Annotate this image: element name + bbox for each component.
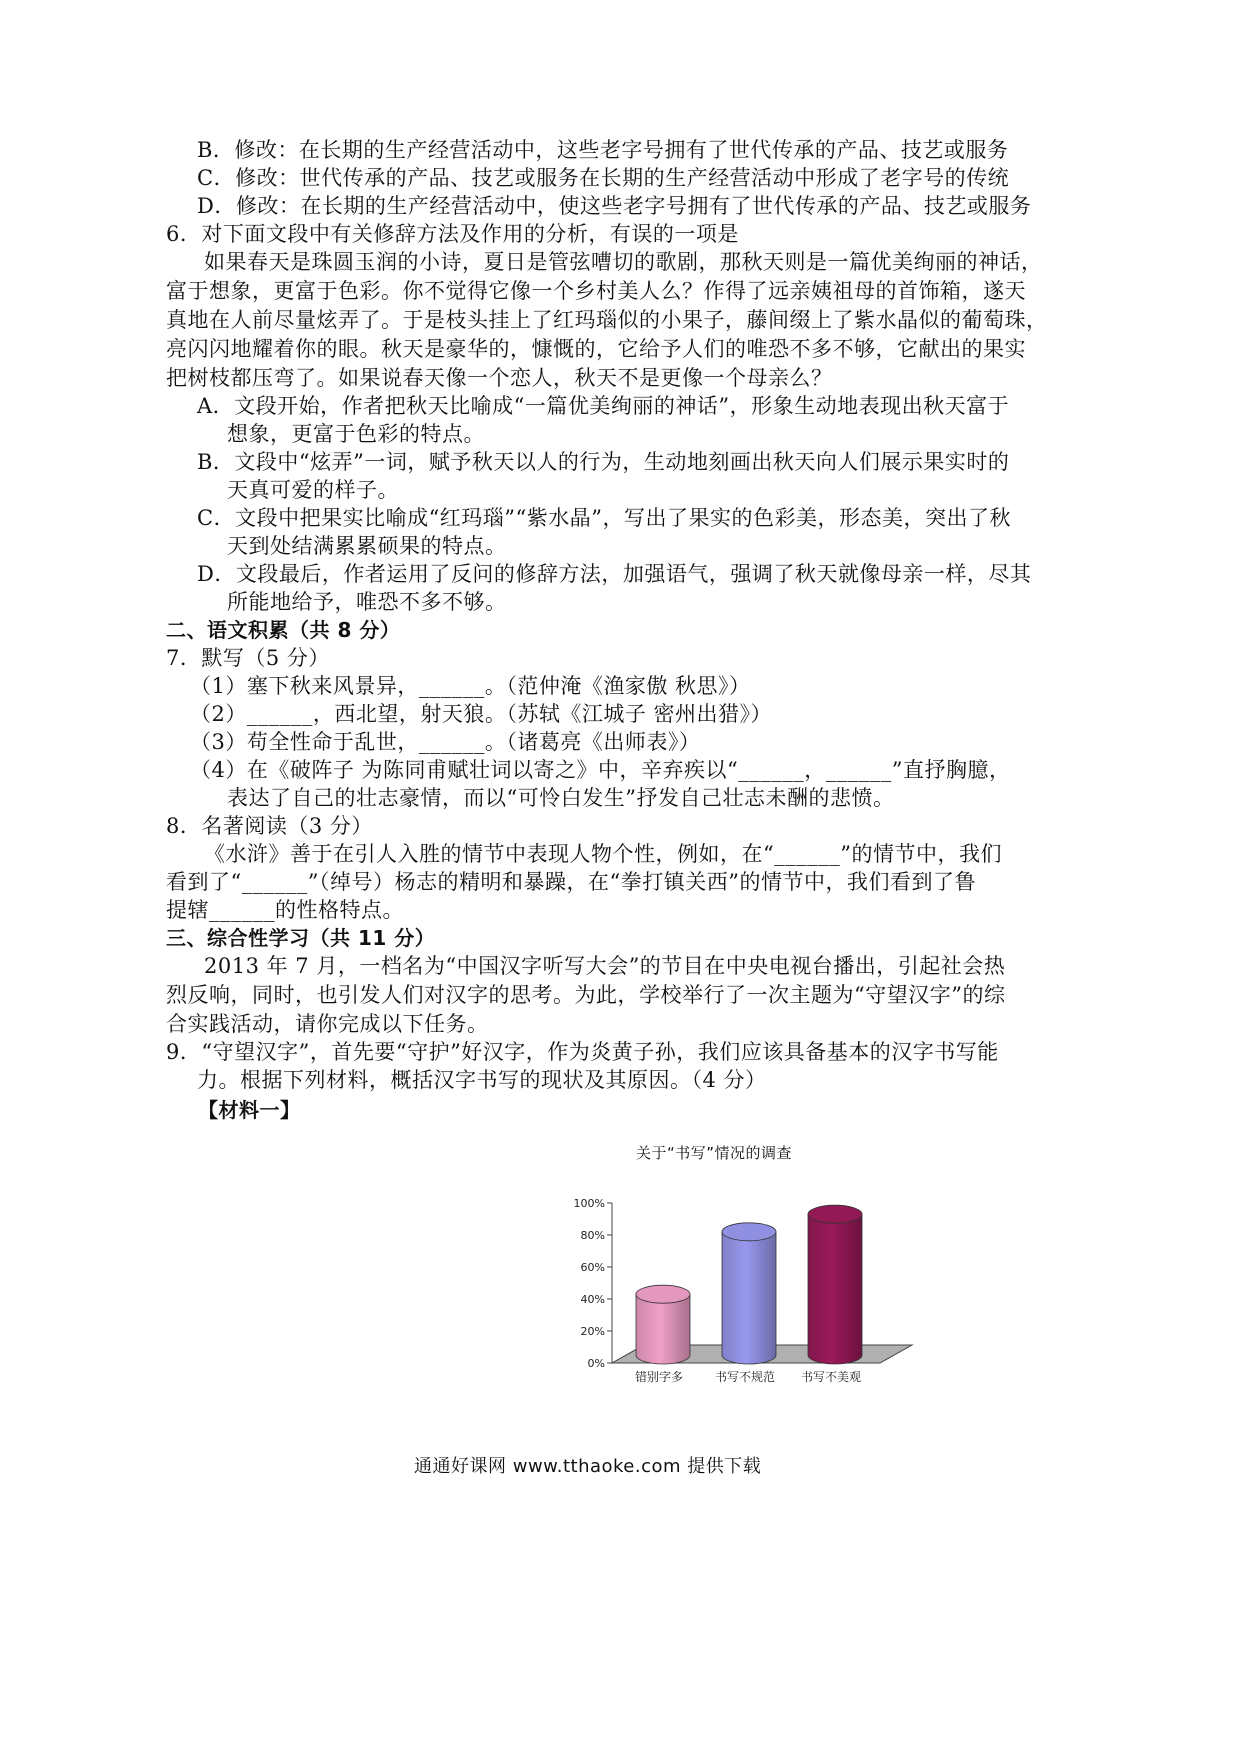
q6-passage-line: 如果春天是珠圆玉润的小诗，夏日是管弦嘈切的歌剧，那秋天则是一篇优美绚丽的神话， xyxy=(204,250,1043,274)
q5-option-c: C．修改：世代传承的产品、技艺或服务在长期的生产经营活动中形成了老字号的传统 xyxy=(197,166,1010,190)
bar-书写不规范 xyxy=(722,1232,776,1364)
q6-passage-line: 真地在人前尽量炫弄了。于是枝头挂上了红玛瑙似的小果子，藤间缀上了紫水晶似的葡萄珠， xyxy=(166,308,1048,332)
y-tick-label: 80% xyxy=(580,1229,605,1242)
q6-option-b: B．文段中“炫弄”一词，赋予秋天以人的行为，生动地刻画出秋天向人们展示果实时的 xyxy=(197,450,1010,474)
q7-item: （4）在《破阵子 为陈同甫赋壮词以寄之》中，辛弃疾以“______，______”直抒胸臆， xyxy=(190,758,1011,782)
section3-heading: 三、综合性学习（共 11 分） xyxy=(166,926,436,950)
bar-top xyxy=(722,1223,776,1241)
q6-passage-line: 亮闪闪地耀着你的眼。秋天是豪华的，慷慨的，它给予人们的唯恐不多不够，它献出的果实 xyxy=(166,337,1026,361)
q6-option-d-cont: 所能地给予，唯恐不多不够。 xyxy=(227,590,507,614)
y-tick-label: 20% xyxy=(580,1325,605,1338)
q6-option-c-cont: 天到处结满累累硕果的特点。 xyxy=(227,534,507,558)
q9-stem-cont: 力。根据下列材料，概括汉字书写的现状及其原因。（4 分） xyxy=(197,1068,767,1092)
material-label: 【材料一】 xyxy=(198,1098,301,1122)
q6-option-b-cont: 天真可爱的样子。 xyxy=(227,478,399,502)
y-tick-label: 100% xyxy=(573,1197,605,1210)
q7-stem: 7．默写（5 分） xyxy=(166,646,330,670)
y-tick-label: 60% xyxy=(580,1261,605,1274)
bar-top xyxy=(636,1285,690,1303)
q5-option-b: B．修改：在长期的生产经营活动中，这些老字号拥有了世代传承的产品、技艺或服务 xyxy=(197,138,1009,162)
section2-heading: 二、语文积累（共 8 分） xyxy=(166,618,401,642)
section3-intro: 2013 年 7 月，一档名为“中国汉字听写大会”的节目在中央电视台播出，引起社会热 xyxy=(204,954,1006,978)
q6-stem: 6．对下面文段中有关修辞方法及作用的分析，有误的一项是 xyxy=(166,222,739,246)
q7-item: （3）苟全性命于乱世，______。（诸葛亮《出师表》） xyxy=(190,730,701,754)
q6-option-c: C．文段中把果实比喻成“红玛瑙”“紫水晶”，写出了果实的色彩美，形态美，突出了秋 xyxy=(197,506,1012,530)
footer-text: 通通好课网 www.tthaoke.com 提供下载 xyxy=(414,1456,762,1477)
q5-option-d: D．修改：在长期的生产经营活动中，使这些老字号拥有了世代传承的产品、技艺或服务 xyxy=(197,194,1032,218)
q6-passage-line: 把树枝都压弯了。如果说春天像一个恋人，秋天不是更像一个母亲么？ xyxy=(166,366,833,390)
q7-item: （1）塞下秋来风景异，______。（范仲淹《渔家傲 秋思》） xyxy=(190,674,751,698)
bar-chart xyxy=(560,1188,980,1398)
x-tick-label: 错别字多 xyxy=(634,1370,684,1384)
x-tick-label: 书写不规范 xyxy=(714,1370,776,1384)
q8-stem: 8．名著阅读（3 分） xyxy=(166,814,373,838)
bar-top xyxy=(808,1205,862,1223)
q6-passage-line: 富于想象，更富于色彩。你不觉得它像一个乡村美人么？作得了远亲姨祖母的首饰箱，遂天 xyxy=(166,279,1026,303)
q6-option-d: D．文段最后，作者运用了反问的修辞方法，加强语气，强调了秋天就像母亲一样，尽其 xyxy=(197,562,1032,586)
chart-title: 关于“书写”情况的调查 xyxy=(636,1144,793,1162)
section3-intro: 合实践活动，请你完成以下任务。 xyxy=(166,1012,489,1036)
q7-item-cont: 表达了自己的壮志豪情，而以“可怜白发生”抒发自己壮志未酬的悲愤。 xyxy=(227,786,895,810)
y-tick-label: 40% xyxy=(580,1293,605,1306)
bar-书写不美观 xyxy=(808,1214,862,1364)
y-tick-label: 0% xyxy=(587,1357,605,1370)
section3-intro: 烈反响，同时，也引发人们对汉字的思考。为此，学校举行了一次主题为“守望汉字”的综 xyxy=(166,983,1006,1007)
bar-错别字多 xyxy=(636,1294,690,1364)
q8-line: 《水浒》善于在引人入胜的情节中表现人物个性，例如，在“______”的情节中，我们 xyxy=(204,842,1002,866)
q6-option-a-cont: 想象，更富于色彩的特点。 xyxy=(227,422,485,446)
q6-option-a: A．文段开始，作者把秋天比喻成“一篇优美绚丽的神话”，形象生动地表现出秋天富于 xyxy=(197,394,1010,418)
q8-line: 看到了“______”（绰号）杨志的精明和暴躁，在“拳打镇关西”的情节中，我们看到了鲁 xyxy=(166,870,976,894)
x-tick-label: 书写不美观 xyxy=(800,1370,862,1384)
q7-item: （2）______，西北望，射天狼。（苏轼《江城子 密州出猎》） xyxy=(190,702,773,726)
q8-line: 提辖______的性格特点。 xyxy=(166,898,404,922)
q9-stem: 9．“守望汉字”，首先要“守护”好汉字，作为炎黄子孙，我们应该具备基本的汉字书写能 xyxy=(166,1040,999,1064)
